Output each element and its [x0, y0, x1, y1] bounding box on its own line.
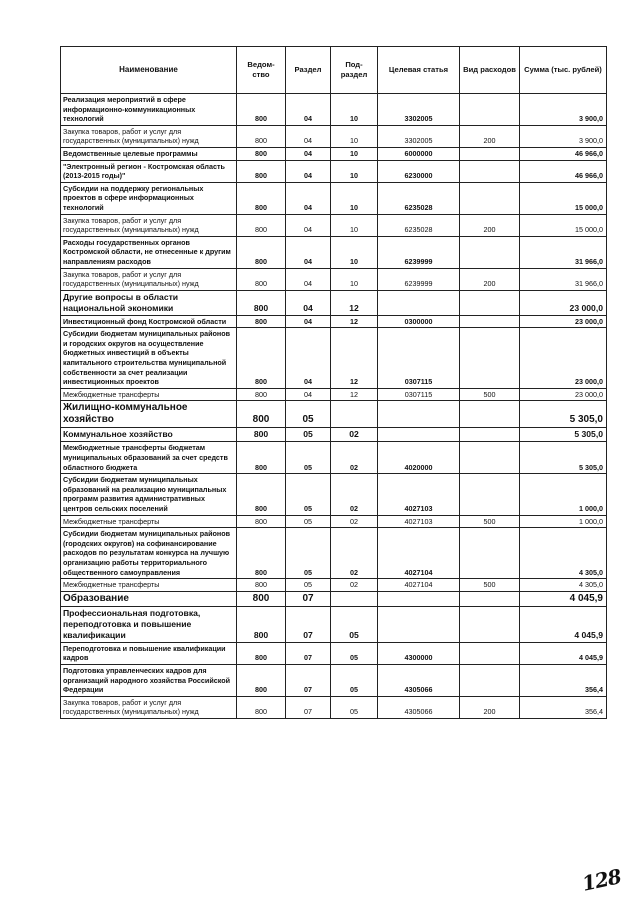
cell-name: Реализация мероприятий в сфере информационно-коммуникационных технологий	[61, 94, 237, 126]
cell-podrazdel: 05	[331, 696, 378, 718]
cell-razdel: 04	[286, 268, 331, 290]
table-row	[61, 642, 607, 664]
cell-vedom: 800	[237, 474, 286, 515]
cell-podrazdel: 10	[331, 182, 378, 214]
cell-podrazdel: 02	[331, 442, 378, 474]
column-header-sum: Сумма (тыс. рублей)	[520, 47, 607, 94]
cell-name: Образование	[61, 591, 237, 606]
cell-vedom: 800	[237, 94, 286, 126]
column-header-vid: Вид расходов	[460, 47, 520, 94]
table-row	[61, 125, 607, 147]
cell-name: Ведомственные целевые программы	[61, 147, 237, 160]
cell-podrazdel: 10	[331, 214, 378, 236]
cell-vedom: 800	[237, 606, 286, 642]
cell-razdel: 04	[286, 236, 331, 268]
cell-vid	[460, 236, 520, 268]
table-row	[61, 388, 607, 401]
cell-name: Субсидии на поддержку региональных проектов в сфере информационных технологий	[61, 182, 237, 214]
cell-vid	[460, 591, 520, 606]
cell-sum: 15 000,0	[520, 214, 607, 236]
column-header-name: Наименование	[61, 47, 237, 94]
cell-name: Коммунальное хозяйство	[61, 428, 237, 442]
cell-vedom: 800	[237, 182, 286, 214]
cell-sum: 5 305,0	[520, 428, 607, 442]
cell-target: 4300000	[378, 642, 460, 664]
cell-name: Межбюджетные трансферты	[61, 388, 237, 401]
cell-target: 6239999	[378, 268, 460, 290]
cell-vid: 500	[460, 579, 520, 592]
cell-razdel: 05	[286, 474, 331, 515]
column-header-razdel: Раздел	[286, 47, 331, 94]
cell-razdel: 04	[286, 315, 331, 328]
cell-vedom: 800	[237, 214, 286, 236]
cell-podrazdel: 10	[331, 125, 378, 147]
cell-razdel: 07	[286, 664, 331, 696]
cell-razdel: 04	[286, 388, 331, 401]
cell-vid	[460, 160, 520, 182]
table-row	[61, 268, 607, 290]
cell-podrazdel: 12	[331, 315, 378, 328]
cell-podrazdel: 10	[331, 160, 378, 182]
cell-vid	[460, 606, 520, 642]
cell-podrazdel: 10	[331, 236, 378, 268]
cell-sum: 4 045,9	[520, 606, 607, 642]
cell-sum: 23 000,0	[520, 315, 607, 328]
cell-vedom: 800	[237, 696, 286, 718]
table-row	[61, 147, 607, 160]
cell-target: 6000000	[378, 147, 460, 160]
cell-name: Жилищно-коммунальное хозяйство	[61, 401, 237, 428]
cell-vid	[460, 428, 520, 442]
cell-podrazdel: 02	[331, 528, 378, 579]
column-header-podrazdel: Под-раздел	[331, 47, 378, 94]
cell-vedom: 800	[237, 125, 286, 147]
cell-vedom: 800	[237, 401, 286, 428]
cell-vid	[460, 528, 520, 579]
cell-vedom: 800	[237, 315, 286, 328]
cell-vedom: 800	[237, 579, 286, 592]
cell-razdel: 04	[286, 214, 331, 236]
cell-name: Расходы государственных органов Костромской области, не отнесенные к другим направлениям расходов	[61, 236, 237, 268]
cell-sum: 4 305,0	[520, 579, 607, 592]
cell-target	[378, 591, 460, 606]
cell-razdel: 05	[286, 442, 331, 474]
cell-sum: 5 305,0	[520, 442, 607, 474]
table-row	[61, 442, 607, 474]
cell-podrazdel: 02	[331, 579, 378, 592]
cell-razdel: 04	[286, 125, 331, 147]
cell-razdel: 04	[286, 147, 331, 160]
cell-sum: 15 000,0	[520, 182, 607, 214]
table-row	[61, 290, 607, 315]
cell-target: 4027104	[378, 528, 460, 579]
cell-vid	[460, 94, 520, 126]
cell-podrazdel: 02	[331, 428, 378, 442]
table-row	[61, 214, 607, 236]
cell-name: Подготовка управленческих кадров для организаций народного хозяйства Российской Федерации	[61, 664, 237, 696]
cell-razdel: 07	[286, 591, 331, 606]
cell-razdel: 05	[286, 428, 331, 442]
cell-sum: 3 900,0	[520, 125, 607, 147]
cell-vid	[460, 401, 520, 428]
cell-vedom: 800	[237, 290, 286, 315]
column-header-target: Целевая статья	[378, 47, 460, 94]
cell-name: Инвестиционный фонд Костромской области	[61, 315, 237, 328]
cell-target: 4027103	[378, 474, 460, 515]
cell-razdel: 04	[286, 328, 331, 389]
cell-razdel: 07	[286, 642, 331, 664]
cell-podrazdel	[331, 591, 378, 606]
table-row	[61, 591, 607, 606]
cell-podrazdel: 05	[331, 642, 378, 664]
cell-target: 0307115	[378, 388, 460, 401]
cell-target: 6235028	[378, 182, 460, 214]
cell-razdel: 05	[286, 401, 331, 428]
cell-podrazdel: 10	[331, 147, 378, 160]
cell-razdel: 05	[286, 579, 331, 592]
budget-table-sheet	[60, 46, 606, 719]
cell-vedom: 800	[237, 268, 286, 290]
cell-razdel: 04	[286, 160, 331, 182]
cell-target	[378, 606, 460, 642]
cell-vid	[460, 147, 520, 160]
cell-vid	[460, 664, 520, 696]
cell-vid: 200	[460, 696, 520, 718]
cell-podrazdel: 05	[331, 606, 378, 642]
page-number: 128	[579, 864, 623, 896]
cell-name: Закупка товаров, работ и услуг для государственных (муниципальных) нужд	[61, 268, 237, 290]
table-row	[61, 315, 607, 328]
table-row	[61, 236, 607, 268]
cell-sum: 46 966,0	[520, 147, 607, 160]
cell-target: 6230000	[378, 160, 460, 182]
cell-name: "Электронный регион - Костромская область (2013-2015 годы)"	[61, 160, 237, 182]
cell-name: Субсидии бюджетам муниципальных районов (городских округов) на софинансирование расходов по результатам конкурса на лучшую организацию работы территориального общественного самоуправления	[61, 528, 237, 579]
cell-vid	[460, 642, 520, 664]
cell-name: Субсидии бюджетам муниципальных образований на реализацию муниципальных программ развития административных центров сельских поселений	[61, 474, 237, 515]
cell-vid	[460, 315, 520, 328]
table-row	[61, 474, 607, 515]
cell-sum: 1 000,0	[520, 515, 607, 528]
column-header-vedom: Ведом-ство	[237, 47, 286, 94]
cell-vid	[460, 442, 520, 474]
table-header-row	[61, 47, 607, 94]
cell-podrazdel: 02	[331, 515, 378, 528]
cell-razdel: 05	[286, 528, 331, 579]
table-row	[61, 401, 607, 428]
cell-target	[378, 401, 460, 428]
cell-vedom: 800	[237, 442, 286, 474]
cell-target: 4027104	[378, 579, 460, 592]
cell-target	[378, 290, 460, 315]
cell-vedom: 800	[237, 642, 286, 664]
cell-sum: 1 000,0	[520, 474, 607, 515]
table-row	[61, 528, 607, 579]
cell-sum: 5 305,0	[520, 401, 607, 428]
cell-name: Межбюджетные трансферты бюджетам муниципальных образований за счет средств областного бюджета	[61, 442, 237, 474]
cell-sum: 4 045,9	[520, 642, 607, 664]
cell-podrazdel: 12	[331, 388, 378, 401]
cell-target: 4027103	[378, 515, 460, 528]
cell-name: Субсидии бюджетам муниципальных районов и городских округов на осуществление бюджетных инвестиций в объекты капитального строительства муниципальной собственности за счет реализации инвестиционных проектов	[61, 328, 237, 389]
cell-target: 0307115	[378, 328, 460, 389]
cell-sum: 4 305,0	[520, 528, 607, 579]
cell-target: 4305066	[378, 664, 460, 696]
cell-target	[378, 428, 460, 442]
cell-name: Профессиональная подготовка, переподготовка и повышение квалификации	[61, 606, 237, 642]
table-row	[61, 664, 607, 696]
table-row	[61, 428, 607, 442]
cell-target: 3302005	[378, 125, 460, 147]
table-row	[61, 182, 607, 214]
cell-target: 0300000	[378, 315, 460, 328]
cell-podrazdel: 02	[331, 474, 378, 515]
cell-name: Другие вопросы в области национальной экономики	[61, 290, 237, 315]
cell-vedom: 800	[237, 428, 286, 442]
cell-podrazdel	[331, 401, 378, 428]
table-row	[61, 696, 607, 718]
cell-vedom: 800	[237, 515, 286, 528]
cell-name: Переподготовка и повышение квалификации кадров	[61, 642, 237, 664]
cell-vedom: 800	[237, 147, 286, 160]
cell-sum: 23 000,0	[520, 388, 607, 401]
cell-vid: 200	[460, 214, 520, 236]
cell-sum: 46 966,0	[520, 160, 607, 182]
cell-razdel: 04	[286, 290, 331, 315]
cell-razdel: 07	[286, 696, 331, 718]
cell-sum: 23 000,0	[520, 290, 607, 315]
cell-name: Закупка товаров, работ и услуг для государственных (муниципальных) нужд	[61, 125, 237, 147]
cell-razdel: 04	[286, 182, 331, 214]
cell-podrazdel: 12	[331, 290, 378, 315]
cell-razdel: 04	[286, 94, 331, 126]
table-row	[61, 579, 607, 592]
cell-sum: 23 000,0	[520, 328, 607, 389]
cell-razdel: 05	[286, 515, 331, 528]
cell-target: 3302005	[378, 94, 460, 126]
cell-vedom: 800	[237, 236, 286, 268]
cell-vedom: 800	[237, 591, 286, 606]
cell-vid: 500	[460, 515, 520, 528]
cell-vedom: 800	[237, 160, 286, 182]
cell-vid	[460, 290, 520, 315]
cell-podrazdel: 10	[331, 268, 378, 290]
cell-target: 6239999	[378, 236, 460, 268]
cell-vid	[460, 182, 520, 214]
cell-target: 4305066	[378, 696, 460, 718]
cell-vid: 200	[460, 125, 520, 147]
cell-vid: 500	[460, 388, 520, 401]
cell-vedom: 800	[237, 528, 286, 579]
cell-vid	[460, 328, 520, 389]
cell-name: Закупка товаров, работ и услуг для государственных (муниципальных) нужд	[61, 214, 237, 236]
table-row	[61, 94, 607, 126]
cell-target: 6235028	[378, 214, 460, 236]
table-row	[61, 160, 607, 182]
table-row	[61, 328, 607, 389]
cell-sum: 356,4	[520, 664, 607, 696]
cell-name: Межбюджетные трансферты	[61, 579, 237, 592]
budget-table	[60, 46, 607, 719]
cell-podrazdel: 12	[331, 328, 378, 389]
cell-name: Межбюджетные трансферты	[61, 515, 237, 528]
cell-vedom: 800	[237, 388, 286, 401]
cell-vid: 200	[460, 268, 520, 290]
cell-vid	[460, 474, 520, 515]
cell-vedom: 800	[237, 328, 286, 389]
cell-podrazdel: 05	[331, 664, 378, 696]
cell-sum: 356,4	[520, 696, 607, 718]
table-body	[61, 94, 607, 719]
cell-vedom: 800	[237, 664, 286, 696]
cell-podrazdel: 10	[331, 94, 378, 126]
cell-sum: 31 966,0	[520, 268, 607, 290]
cell-sum: 3 900,0	[520, 94, 607, 126]
cell-sum: 4 045,9	[520, 591, 607, 606]
cell-name: Закупка товаров, работ и услуг для государственных (муниципальных) нужд	[61, 696, 237, 718]
table-row	[61, 515, 607, 528]
cell-razdel: 07	[286, 606, 331, 642]
cell-target: 4020000	[378, 442, 460, 474]
cell-sum: 31 966,0	[520, 236, 607, 268]
table-row	[61, 606, 607, 642]
